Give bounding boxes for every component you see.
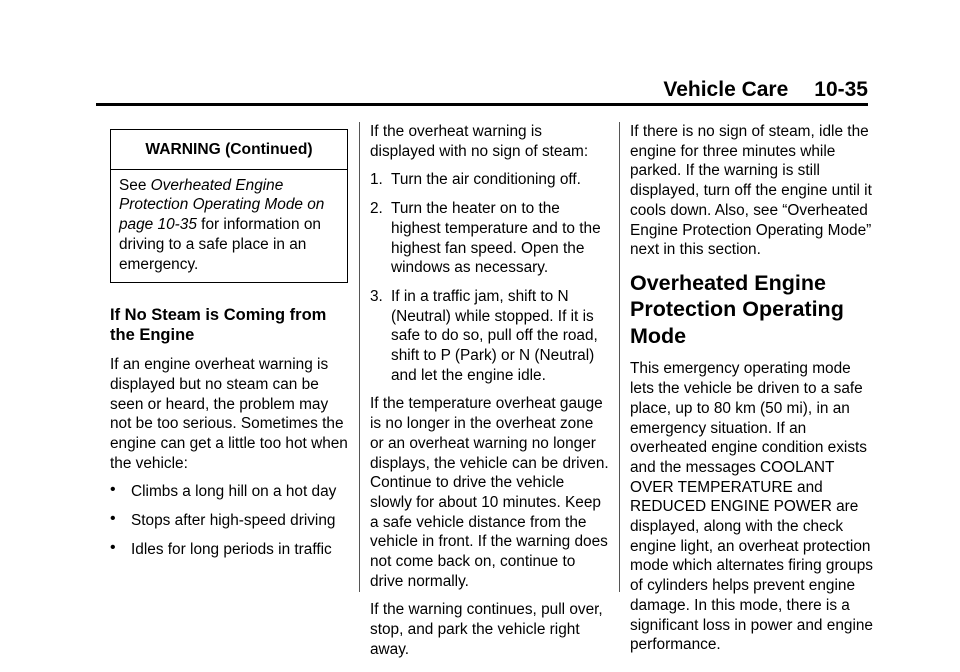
- column-1: [110, 122, 350, 569]
- list-item: • Stops after high-speed driving: [110, 510, 336, 530]
- bullet-icon: •: [110, 538, 116, 556]
- header-rule: [96, 103, 868, 106]
- list-item: • Climbs a long hill on a hot day: [110, 481, 337, 501]
- warning-see: See: [119, 176, 151, 194]
- no-steam-intro: If an engine overheat warning is displayed but no steam can be seen or heard, the problem may not be too serious. Sometimes the engine can get a little too hot when the vehicle:: [110, 356, 348, 472]
- idle-paragraph: If there is no sign of steam, idle the engine for three minutes while parked. If the warning is still displayed, turn off the engine until it cools down. Also, see “Overheated Engine Protection Operating Mode” next in this section.: [630, 123, 872, 259]
- no-steam-bullets: [110, 482, 350, 559]
- protection-mode-heading: Overheated Engine Protection Operating Mode: [630, 270, 844, 348]
- warning-title: WARNING (Continued): [111, 130, 347, 170]
- overheat-intro: If the overheat warning is displayed with no sign of steam:: [370, 123, 589, 160]
- warning-body: [111, 170, 347, 283]
- column-divider: [359, 122, 360, 592]
- column-3: [630, 122, 875, 664]
- page-number: 10-35: [814, 78, 868, 101]
- section-title: Vehicle Care: [663, 78, 789, 101]
- gauge-paragraph: If the temperature overheat gauge is no longer in the overheat zone or an overheat warning no longer displays, the vehicle can be driven. Continue to drive the vehicle slowly for about 10 minutes. Keep a safe vehicle distance from the vehicle in front. If the warning does not come back on, continue to drive normally.: [370, 395, 609, 590]
- warning-reference-link[interactable]: Overheated Engine Protection Operating Mode on page 10-35: [119, 176, 325, 234]
- bullet-icon: •: [110, 510, 116, 528]
- warning-rest: for information on driving to a safe place in an emergency.: [119, 216, 321, 273]
- step-item: 1. Turn the air conditioning off.: [370, 171, 581, 189]
- list-item: • Idles for long periods in traffic: [110, 538, 332, 558]
- column-divider: [619, 122, 620, 592]
- overheat-steps: [370, 170, 610, 385]
- step-item: 2. Turn the heater on to the highest temperature and to the highest fan speed. Open the windows as necessary.: [370, 200, 601, 277]
- page-header: [96, 78, 868, 102]
- bullet-icon: •: [110, 481, 116, 499]
- column-2: [370, 122, 610, 669]
- protection-mode-paragraph: This emergency operating mode lets the vehicle be driven to a safe place, up to 80 km (50 mi), in an emergency situation. If an overheated engine condition exists and the messages COOLANT OVER TEMPERATURE and REDUCED ENGINE POWER are displayed, along with the check engine light, an overheat protection mode which alternates firing groups of cylinders helps prevent engine damage. In this mode, there is a significant loss in power and engine performance.: [630, 360, 873, 654]
- warning-box: [110, 129, 348, 283]
- warning-continues-paragraph: If the warning continues, pull over, stop, and park the vehicle right away.: [370, 601, 603, 658]
- step-item: 3. If in a traffic jam, shift to N (Neutral) while stopped. If it is safe to do so, pull off the road, shift to P (Park) or N (Neutral) and let the engine idle.: [370, 287, 598, 384]
- no-steam-heading: If No Steam is Coming from the Engine: [110, 306, 327, 345]
